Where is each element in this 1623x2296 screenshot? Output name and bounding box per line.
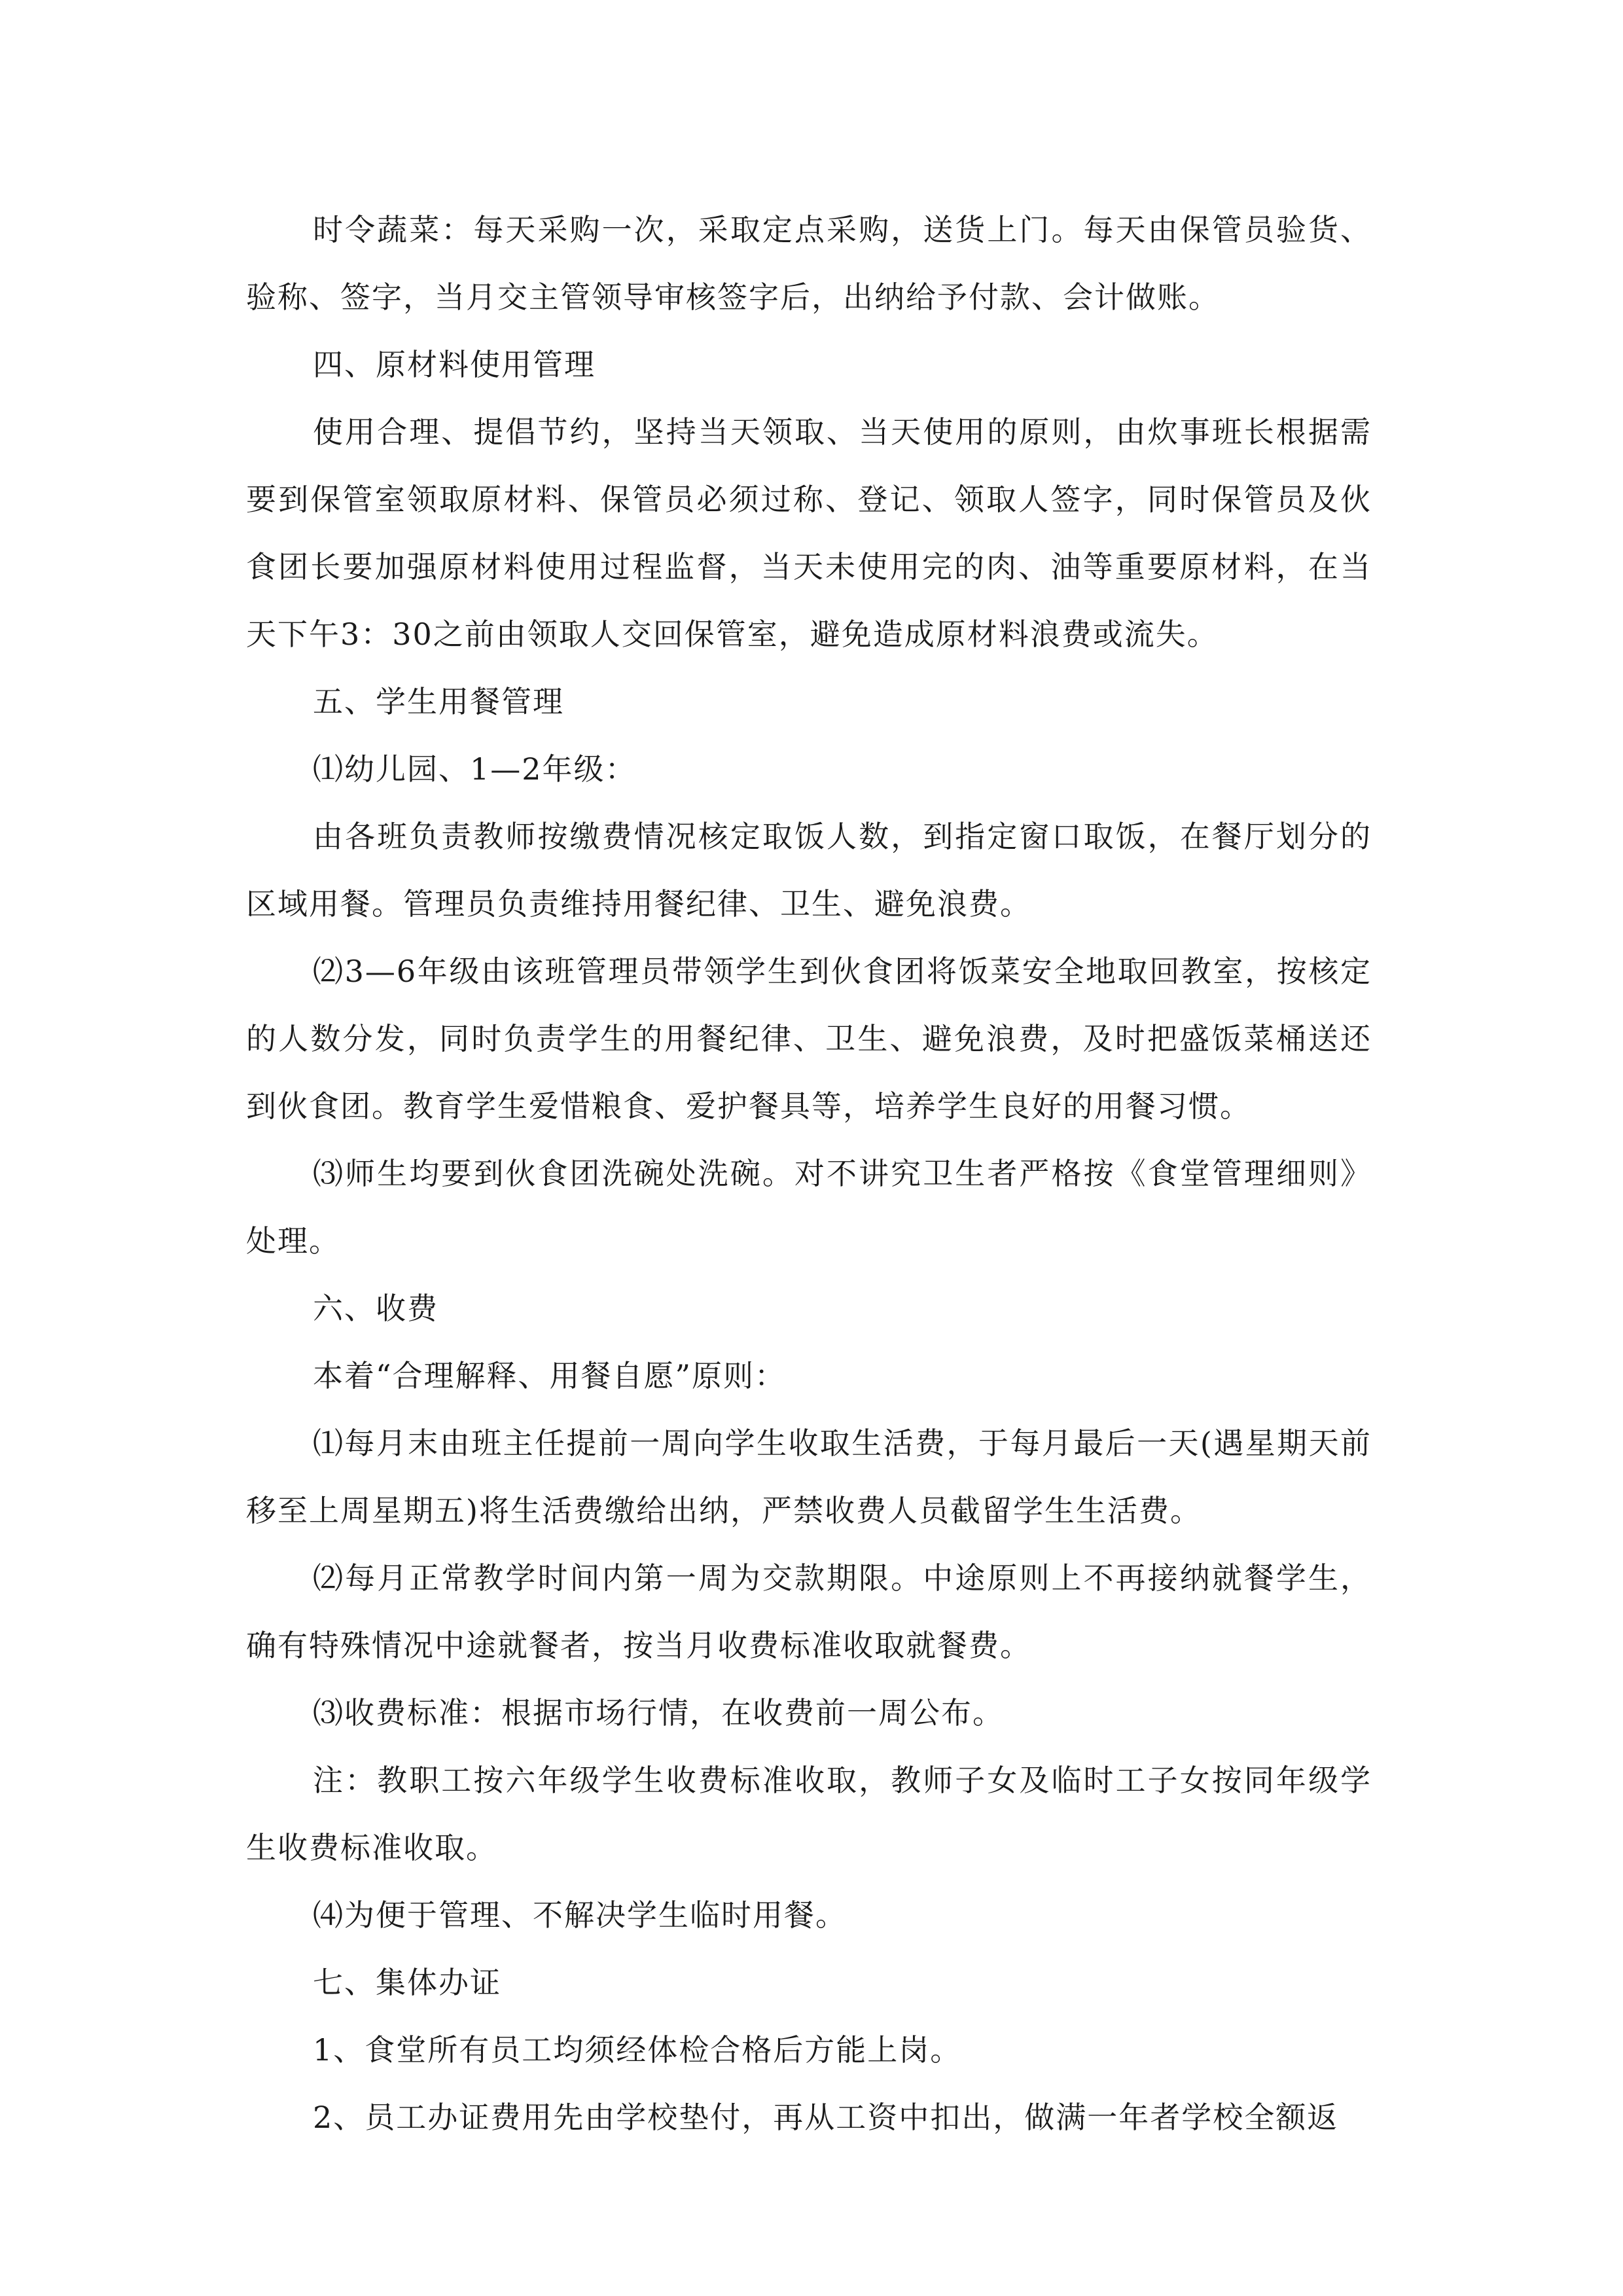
paragraph-kindergarten-meals: 由各班负责教师按缴费情况核定取饭人数，到指定窗口取饭，在餐厅划分的区域用餐。管理员负责维持用餐纪律、卫生、避免浪费。 [246,819,1372,922]
note-staff-fees: 注：教职工按六年级学生收费标准收取，教师子女及临时工子女按同年级学生收费标准收取。 [246,1763,1372,1865]
section-heading-fees: 六、收费 [313,1291,438,1326]
item-grades-3-6: ⑵3—6年级由该班管理员带领学生到伙食团将饭菜安全地取回教室，按核定的人数分发，同时负责学生的用餐纪律、卫生、避免浪费，及时把盛饭菜桶送还到伙食团。教育学生爱惜粮食、爱护餐具等，培养学生良好的用餐习惯。 [246,954,1372,1124]
item-fee-standard: ⑶收费标准：根据市场行情，在收费前一周公布。 [313,1695,1004,1731]
section-heading-student-meals: 五、学生用餐管理 [313,684,564,719]
item-temporary-meals: ⑷为便于管理、不解决学生临时用餐。 [313,1897,847,1933]
item-kindergarten-grades-1-2: ⑴幼儿园、1—2年级： [313,751,637,787]
item-certificate-fees: 2、员工办证费用先由学校垫付，再从工资中扣出，做满一年者学校全额返 [313,2100,1339,2135]
section-heading-raw-material-use: 四、原材料使用管理 [313,347,596,382]
paragraph-fee-principle: 本着“合理解释、用餐自愿”原则： [313,1358,787,1393]
item-fee-collection: ⑴每月末由班主任提前一周向学生收取生活费，于每月最后一天(遇星期天前移至上周星期五)将生活费缴给出纳，严禁收费人员截留学生生活费。 [246,1426,1372,1528]
item-dish-washing: ⑶师生均要到伙食团洗碗处洗碗。对不讲究卫生者严格按《食堂管理细则》处理。 [246,1156,1372,1259]
document-body [246,196,1372,2151]
paragraph-vegetable-purchase: 时令蔬菜：每天采购一次，采取定点采购，送货上门。每天由保管员验货、验称、签字，当月交主管领导审核签字后，出纳给予付款、会计做账。 [246,212,1372,315]
item-payment-period: ⑵每月正常教学时间内第一周为交款期限。中途原则上不再接纳就餐学生，确有特殊情况中途就餐者，按当月收费标准收取就餐费。 [246,1560,1372,1663]
section-heading-certification: 七、集体办证 [313,1965,501,2000]
paragraph-raw-material-use: 使用合理、提倡节约，坚持当天领取、当天使用的原则，由炊事班长根据需要到保管室领取原材料、保管员必须过称、登记、领取人签字，同时保管员及伙食团长要加强原材料使用过程监督，当天未使用完的肉、油等重要原材料，在当天下午3：30之前由领取人交回保管室，避免造成原材料浪费或流失。 [246,414,1372,652]
item-health-check: 1、食堂所有员工均须经体检合格后方能上岗。 [313,2032,962,2068]
